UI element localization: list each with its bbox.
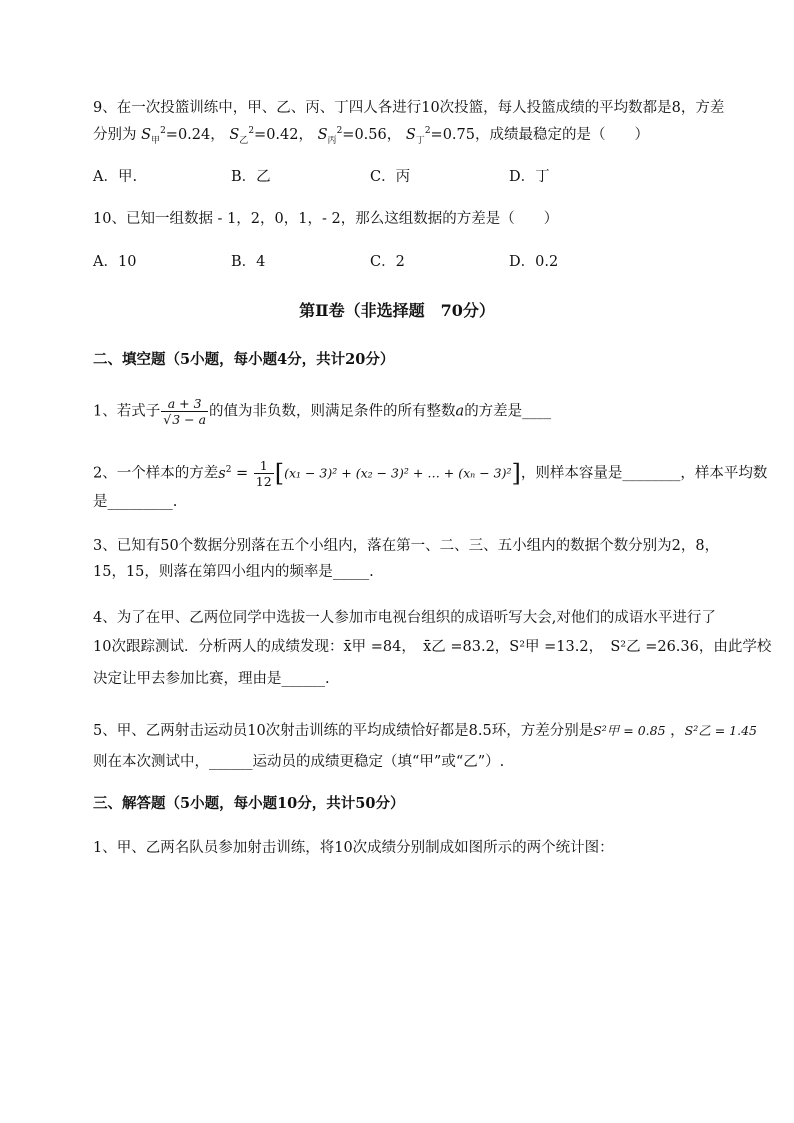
q9-line1: 9、在一次投篮训练中，甲、乙、丙、丁四人各进行10次投篮，每人投篮成绩的平均数都是8，方差 [93, 100, 725, 116]
fill-q4-line2: 10次跟踪测试．分析两人的成绩发现：x̄甲 =84， x̄乙 =83.2，S²甲 =13.2， S²乙 =26.36，由此学校 [93, 639, 772, 655]
fill-q5-s2: S²乙 = 1.45 [684, 723, 757, 738]
fill-q1 [93, 396, 551, 427]
q10-option-a: A．10 [93, 254, 137, 270]
q10-option-d: D．0.2 [509, 254, 559, 270]
fill-q3-line2: 15，15，则落在第四小组内的频率是_____. [93, 564, 374, 580]
variance-bing: $S_丙^2$ [317, 126, 343, 146]
fill-q3-line1: 3、已知有50个数据分别落在五个小组内，落在第一、二、三、五小组内的数据个数分别为2，8， [93, 538, 720, 554]
q10-option-c: C．2 [370, 254, 405, 270]
fill-q1-suffix: 的值为非负数，则满足条件的所有整数 [209, 403, 456, 420]
fill-q1-var: a [455, 403, 465, 420]
part2-title: 第Ⅱ卷（非选择题 70分） [299, 301, 495, 320]
q9-option-d: D．丁 [509, 169, 550, 185]
section3-heading: 三、解答题（5小题，每小题10分，共计50分） [93, 795, 405, 812]
answer-q1: 1、甲、乙两名队员参加射击训练，将10次成绩分别制成如图所示的两个统计图： [93, 840, 614, 856]
value-bing: 0.56 [354, 127, 387, 143]
fill-q5-line2: 则在本次测试中，______运动员的成绩更稳定（填“甲”或“乙”）. [93, 754, 505, 770]
fill-q2-prefix: 2、一个样本的方差 [93, 465, 219, 482]
q9-line2: 分别为 $S_甲^2=0.24$， $S_乙^2=0.42$， $S_丙^2=0.56$， $S_丁^2=0.75$，成绩最稳定的是（ ） [93, 126, 649, 146]
fill-q5-prefix: 5、甲、乙两射击运动员10次射击训练的平均成绩恰好都是8.5环，方差分别是 [93, 723, 594, 739]
q9-prefix: 分别为 [93, 127, 137, 143]
q9-option-a: A．甲. [93, 169, 138, 185]
fill-q1-fraction: $\frac{a + 3}{√3 - a}$ [163, 396, 207, 427]
value-ding: 0.75 [442, 127, 475, 143]
q9-suffix: ，成绩最稳定的是（ ） [475, 127, 649, 143]
fill-q2-suffix: ，则样本容量是________，样本平均数 [520, 465, 768, 482]
fill-q2-s: $s^2$ [218, 464, 232, 482]
variance-yi: $S_乙^2$ [229, 126, 255, 146]
fill-q2-fraction: $\frac{1}{12}$ [255, 458, 272, 489]
q10-stem: 10、已知一组数据 - 1，2，0，1，- 2，那么这组数据的方差是（ ） [93, 211, 559, 227]
value-yi: 0.42 [266, 127, 299, 143]
fill-q2-line1: 2、一个样本的方差$s^2$ = $\frac{1}{12}$ [(x₁ − 3)² + (x₂ − 3)² + … + (xₙ − 3)²]，则样本容量是________，样本平均数 [93, 458, 768, 489]
fill-q4-line3: 决定让甲去参加比赛，理由是______. [93, 671, 330, 687]
fill-q5-s1: S²甲 = 0.85 [593, 723, 666, 738]
section2-heading: 二、填空题（5小题，每小题4分，共计20分） [93, 351, 395, 368]
variance-ding: $S_丁^2$ [405, 126, 431, 146]
q10-option-b: B．4 [231, 254, 266, 270]
fill-q5-line1: 5、甲、乙两射击运动员10次射击训练的平均成绩恰好都是8.5环，方差分别是S²甲 = 0.85 ，S²乙 = 1.45 [93, 723, 757, 739]
fill-q2-line2: 是_________. [93, 494, 178, 510]
fill-q2-terms: (x₁ − 3)² + (x₂ − 3)² + … + (xₙ − 3)² [284, 465, 512, 481]
fill-q1-end: 的方差是____ [464, 403, 552, 420]
fill-q1-prefix: 1、若式子 [93, 403, 161, 420]
q9-option-c: C．丙 [370, 169, 411, 185]
fill-q4-line1: 4、为了在甲、乙两位同学中选拔一人参加市电视台组织的成语听写大会,对他们的成语水平进行了 [93, 610, 716, 626]
variance-jia: $S_甲^2$ [141, 126, 166, 146]
value-jia: 0.24 [177, 127, 211, 143]
q9-option-b: B．乙 [231, 169, 271, 185]
